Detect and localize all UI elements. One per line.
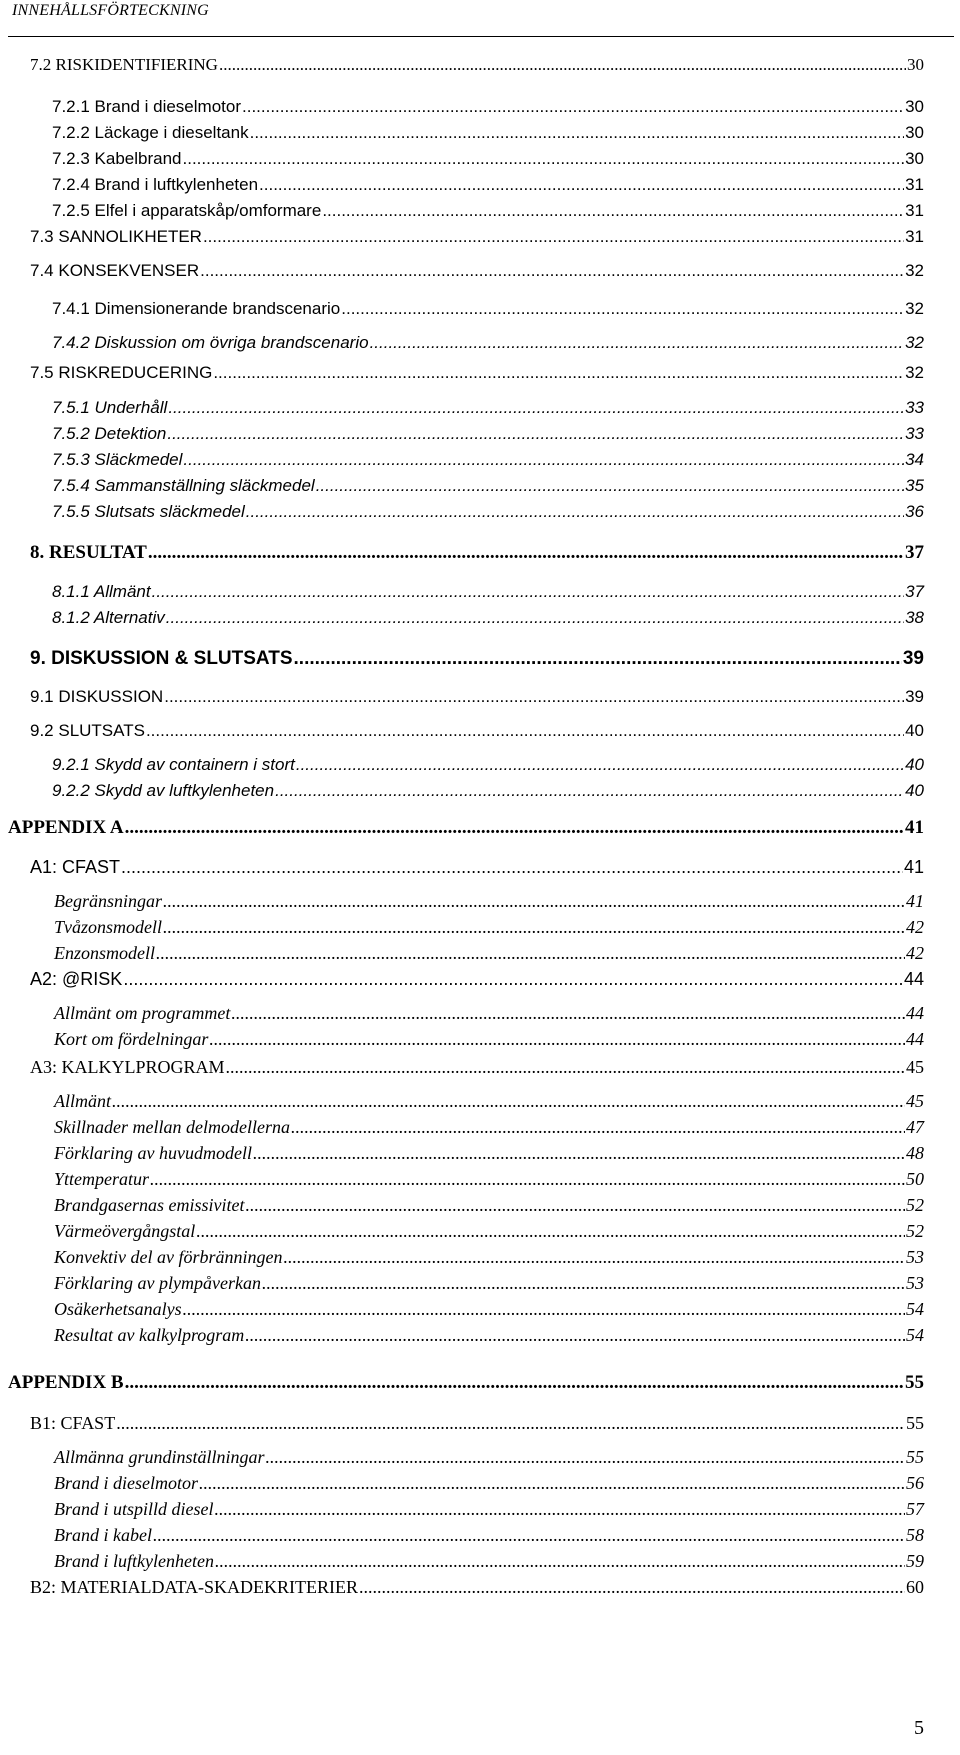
toc-entry-label: Skillnader mellan delmodellerna: [54, 1117, 290, 1137]
toc-entry-page: 33: [905, 398, 924, 417]
toc-entry-page: 54: [906, 1299, 924, 1319]
toc-entry-label: Begränsningar: [54, 891, 162, 911]
toc-entry[interactable]: [54, 918, 924, 938]
toc-entry-page: 44: [906, 1029, 924, 1049]
toc-entry-label: 7.2.5 Elfel i apparatskåp/omformare: [52, 201, 322, 220]
toc-entry-page: 41: [903, 857, 924, 877]
toc-leader-dots: [167, 425, 904, 444]
toc-entry-page: 42: [906, 943, 924, 963]
toc-entry-label: Brandgasernas emissivitet: [54, 1195, 245, 1215]
toc-entry[interactable]: [30, 722, 924, 741]
toc-leader-dots: [246, 503, 904, 522]
toc-entry-label: Allmänt: [54, 1091, 111, 1111]
toc-leader-dots: [215, 1552, 905, 1572]
toc-leader-dots: [166, 609, 904, 628]
toc-entry-label: Yttemperatur: [54, 1169, 150, 1189]
toc-entry-label: 7.5.5 Slutsats släckmedel: [52, 502, 245, 521]
toc-entry-page: 30: [907, 55, 924, 74]
toc-entry-label: B2: MATERIALDATA-SKADEKRITERIER: [30, 1577, 359, 1597]
toc-leader-dots: [121, 858, 903, 878]
toc-entry[interactable]: [54, 1300, 924, 1320]
toc-entry-page: 30: [905, 123, 924, 142]
toc-entry-label: Förklaring av plympåverkan: [54, 1273, 261, 1293]
toc-entry-page: 53: [906, 1247, 924, 1267]
toc-entry-page: 47: [906, 1117, 924, 1137]
toc-leader-dots: [146, 722, 904, 741]
toc-entry-label: 9.2.1 Skydd av containern i stort: [52, 755, 295, 774]
toc-entry-label: Kort om fördelningar: [54, 1029, 209, 1049]
toc-entry-page: 31: [905, 201, 924, 220]
toc-entry[interactable]: [30, 1578, 924, 1598]
toc-entry-page: 44: [906, 1003, 924, 1023]
toc-entry-label: 8. RESULTAT: [30, 542, 147, 563]
toc-entry-page: 39: [902, 648, 924, 669]
toc-leader-dots: [370, 334, 905, 353]
toc-leader-dots: [242, 98, 904, 117]
toc-entry-page: 52: [906, 1195, 924, 1215]
toc-leader-dots: [168, 399, 904, 418]
toc-entry-page: 30: [905, 149, 924, 168]
toc-leader-dots: [262, 1274, 905, 1294]
toc-leader-dots: [231, 1004, 905, 1024]
toc-leader-dots: [203, 228, 904, 247]
toc-leader-dots: [213, 364, 904, 383]
toc-entry-page: 55: [905, 1372, 924, 1393]
toc-entry[interactable]: [8, 1373, 924, 1394]
toc-entry-label: Förklaring av huvudmodell: [54, 1143, 252, 1163]
toc-entry-label: 8.1.1 Allmänt: [52, 582, 151, 601]
toc-entry-label: 7.5.4 Sammanställning släckmedel: [52, 476, 315, 495]
toc-entry[interactable]: [30, 262, 924, 281]
toc-entry-page: 32: [905, 261, 924, 280]
toc-entry-page: 33: [905, 424, 924, 443]
toc-entry[interactable]: [30, 858, 924, 878]
toc-leader-dots: [250, 124, 904, 143]
toc-entry[interactable]: [54, 1196, 924, 1216]
toc-leader-dots: [296, 756, 904, 775]
toc-entry-page: 44: [903, 969, 924, 989]
toc-entry[interactable]: [54, 944, 924, 964]
toc-entry-label: 8.1.2 Alternativ: [52, 608, 165, 627]
toc-entry-label: APPENDIX A: [8, 817, 124, 838]
toc-entry-page: 40: [905, 781, 924, 800]
toc-leader-dots: [219, 56, 906, 75]
toc-entry-label: Tvåzonsmodell: [54, 917, 162, 937]
toc-entry-label: 7.2 RISKIDENTIFIERING: [30, 55, 218, 74]
toc-entry[interactable]: [52, 477, 924, 496]
toc-entry-page: 40: [905, 755, 924, 774]
toc-entry[interactable]: [30, 543, 924, 564]
toc-leader-dots: [275, 782, 904, 801]
toc-entry-page: 50: [906, 1169, 924, 1189]
toc-entry-label: 9.2 SLUTSATS: [30, 721, 145, 740]
toc-entry[interactable]: [52, 583, 924, 602]
toc-entry[interactable]: [52, 176, 924, 195]
toc-entry-label: 7.5.1 Underhåll: [52, 398, 168, 417]
toc-leader-dots: [125, 818, 904, 839]
toc-entry-label: A1: CFAST: [30, 857, 121, 877]
toc-leader-dots: [215, 1500, 906, 1520]
page-number: 5: [914, 1717, 924, 1739]
toc-entry[interactable]: [52, 399, 924, 418]
toc-entry-page: 40: [905, 721, 924, 740]
toc-leader-dots: [253, 1144, 905, 1164]
toc-entry[interactable]: [30, 649, 924, 670]
toc-entry-label: Värmeövergångstal: [54, 1221, 196, 1241]
toc-entry-page: 39: [905, 687, 924, 706]
toc-leader-dots: [125, 1373, 904, 1394]
toc-entry[interactable]: [54, 1326, 924, 1346]
toc-entry-label: Allmänt om programmet: [54, 1003, 231, 1023]
toc-entry-label: 7.2.2 Läckage i dieseltank: [52, 123, 249, 142]
toc-entry-page: 45: [906, 1057, 924, 1077]
toc-leader-dots: [112, 1092, 905, 1112]
toc-entry[interactable]: [30, 970, 924, 990]
toc-entry-page: 48: [906, 1143, 924, 1163]
toc-entry-label: B1: CFAST: [30, 1413, 116, 1433]
toc-entry[interactable]: [54, 892, 924, 912]
toc-leader-dots: [153, 1526, 905, 1546]
toc-entry[interactable]: [52, 98, 924, 117]
toc-entry-page: 34: [905, 450, 924, 469]
toc-entry-page: 55: [906, 1447, 924, 1467]
toc-entry[interactable]: [54, 1092, 924, 1112]
toc-entry-page: 45: [906, 1091, 924, 1111]
toc-entry[interactable]: [30, 228, 924, 247]
toc-entry[interactable]: [30, 688, 924, 707]
toc-entry-label: Brand i luftkylenheten: [54, 1551, 214, 1571]
toc-entry-label: 9.1 DISKUSSION: [30, 687, 164, 706]
toc-entry-page: 42: [906, 917, 924, 937]
toc-leader-dots: [259, 176, 904, 195]
toc-entry-label: Konvektiv del av förbränningen: [54, 1247, 283, 1267]
toc-leader-dots: [245, 1326, 905, 1346]
toc-entry[interactable]: [54, 1118, 924, 1138]
toc-leader-dots: [196, 1222, 905, 1242]
toc-entry-page: 52: [906, 1221, 924, 1241]
toc-entry[interactable]: [52, 609, 924, 628]
toc-leader-dots: [246, 1196, 906, 1216]
toc-leader-dots: [294, 649, 902, 670]
toc-entry[interactable]: [52, 451, 924, 470]
toc-entry-page: 56: [906, 1473, 924, 1493]
toc-entry-page: 41: [906, 891, 924, 911]
toc-entry-label: 7.5.3 Släckmedel: [52, 450, 183, 469]
toc-entry-label: APPENDIX B: [8, 1372, 124, 1393]
toc-entry-page: 32: [905, 333, 924, 352]
toc-entry-label: 7.3 SANNOLIKHETER: [30, 227, 202, 246]
toc-entry-label: 7.2.4 Brand i luftkylenheten: [52, 175, 259, 194]
toc-entry-page: 38: [905, 608, 924, 627]
toc-entry-page: 58: [906, 1525, 924, 1545]
toc-entry-page: 57: [906, 1499, 924, 1519]
toc-entry[interactable]: [8, 818, 924, 839]
toc-entry-label: A3: KALKYLPROGRAM: [30, 1057, 225, 1077]
toc-leader-dots: [150, 1170, 905, 1190]
toc-leader-dots: [209, 1030, 905, 1050]
toc-leader-dots: [183, 1300, 905, 1320]
toc-leader-dots: [200, 262, 904, 281]
toc-entry[interactable]: [30, 364, 924, 383]
toc-entry-page: 31: [905, 227, 924, 246]
toc-entry[interactable]: [52, 300, 924, 319]
toc-entry-label: Allmänna grundinställningar: [54, 1447, 265, 1467]
toc-entry[interactable]: [54, 1030, 924, 1050]
toc-entry-page: 55: [906, 1413, 924, 1433]
toc-entry[interactable]: [30, 56, 924, 75]
toc-leader-dots: [266, 1448, 905, 1468]
toc-entry-page: 41: [905, 817, 924, 838]
toc-entry[interactable]: [54, 1222, 924, 1242]
toc-leader-dots: [199, 1474, 905, 1494]
toc-leader-dots: [183, 150, 905, 169]
toc-entry[interactable]: [54, 1144, 924, 1164]
toc-entry[interactable]: [54, 1526, 924, 1546]
toc-entry-page: 37: [905, 582, 924, 601]
toc-leader-dots: [163, 892, 905, 912]
toc-entry[interactable]: [52, 756, 924, 775]
toc-entry-label: Resultat av kalkylprogram: [54, 1325, 245, 1345]
toc-entry[interactable]: [52, 503, 924, 522]
toc-entry-page: 31: [905, 175, 924, 194]
toc-entry-label: Brand i dieselmotor: [54, 1473, 198, 1493]
toc-entry[interactable]: [54, 1274, 924, 1294]
toc-entry[interactable]: [54, 1552, 924, 1572]
toc-leader-dots: [148, 543, 904, 564]
toc-entry-label: Enzonsmodell: [54, 943, 155, 963]
toc-leader-dots: [163, 918, 905, 938]
toc-entry[interactable]: [30, 1058, 924, 1078]
toc-entry[interactable]: [52, 202, 924, 221]
toc-leader-dots: [322, 202, 904, 221]
toc-entry[interactable]: [54, 1004, 924, 1024]
toc-entry[interactable]: [54, 1448, 924, 1468]
toc-entry-label: 7.4.1 Dimensionerande brandscenario: [52, 299, 341, 318]
toc-leader-dots: [123, 970, 903, 990]
toc-entry[interactable]: [54, 1248, 924, 1268]
toc-leader-dots: [359, 1578, 905, 1598]
toc-entry-label: 7.5 RISKREDUCERING: [30, 363, 213, 382]
toc-entry-page: 53: [906, 1273, 924, 1293]
toc-leader-dots: [164, 688, 904, 707]
toc-entry[interactable]: [52, 124, 924, 143]
toc-leader-dots: [316, 477, 904, 496]
toc-entry-label: 7.4 KONSEKVENSER: [30, 261, 200, 280]
toc-entry-label: Osäkerhetsanalys: [54, 1299, 182, 1319]
toc-entry-page: 60: [906, 1577, 924, 1597]
toc-entry[interactable]: [30, 1414, 924, 1434]
toc-leader-dots: [116, 1414, 905, 1434]
toc-entry[interactable]: [54, 1474, 924, 1494]
toc-entry-label: 7.2.3 Kabelbrand: [52, 149, 182, 168]
toc-entry-label: A2: @RISK: [30, 969, 123, 989]
toc-entry-label: 7.5.2 Detektion: [52, 424, 167, 443]
toc-entry[interactable]: [52, 334, 924, 353]
toc-entry[interactable]: [52, 425, 924, 444]
toc-leader-dots: [152, 583, 904, 602]
toc-entry-page: 32: [905, 299, 924, 318]
toc-entry-page: 36: [905, 502, 924, 521]
toc-entry[interactable]: [54, 1170, 924, 1190]
toc-entry-label: Brand i utspilld diesel: [54, 1499, 214, 1519]
toc-entry-label: 9.2.2 Skydd av luftkylenheten: [52, 781, 275, 800]
toc-leader-dots: [283, 1248, 905, 1268]
toc-entry[interactable]: [52, 150, 924, 169]
toc-entry[interactable]: [52, 782, 924, 801]
toc-entry-page: 37: [905, 542, 924, 563]
toc-entry[interactable]: [54, 1500, 924, 1520]
running-header: INNEHÅLLSFÖRTECKNING: [12, 2, 209, 19]
toc-entry-page: 32: [905, 363, 924, 382]
toc-leader-dots: [291, 1118, 905, 1138]
toc-leader-dots: [183, 451, 904, 470]
toc-entry-label: 9. DISKUSSION & SLUTSATS: [30, 648, 293, 669]
toc-entry-label: 7.4.2 Diskussion om övriga brandscenario: [52, 333, 369, 352]
toc-leader-dots: [156, 944, 905, 964]
toc-entry-label: Brand i kabel: [54, 1525, 152, 1545]
toc-entry-label: 7.2.1 Brand i dieselmotor: [52, 97, 241, 116]
toc-leader-dots: [226, 1058, 905, 1078]
toc-leader-dots: [341, 300, 904, 319]
toc-entry-page: 35: [905, 476, 924, 495]
toc-entry-page: 30: [905, 97, 924, 116]
toc-entry-page: 54: [906, 1325, 924, 1345]
toc-entry-page: 59: [906, 1551, 924, 1571]
